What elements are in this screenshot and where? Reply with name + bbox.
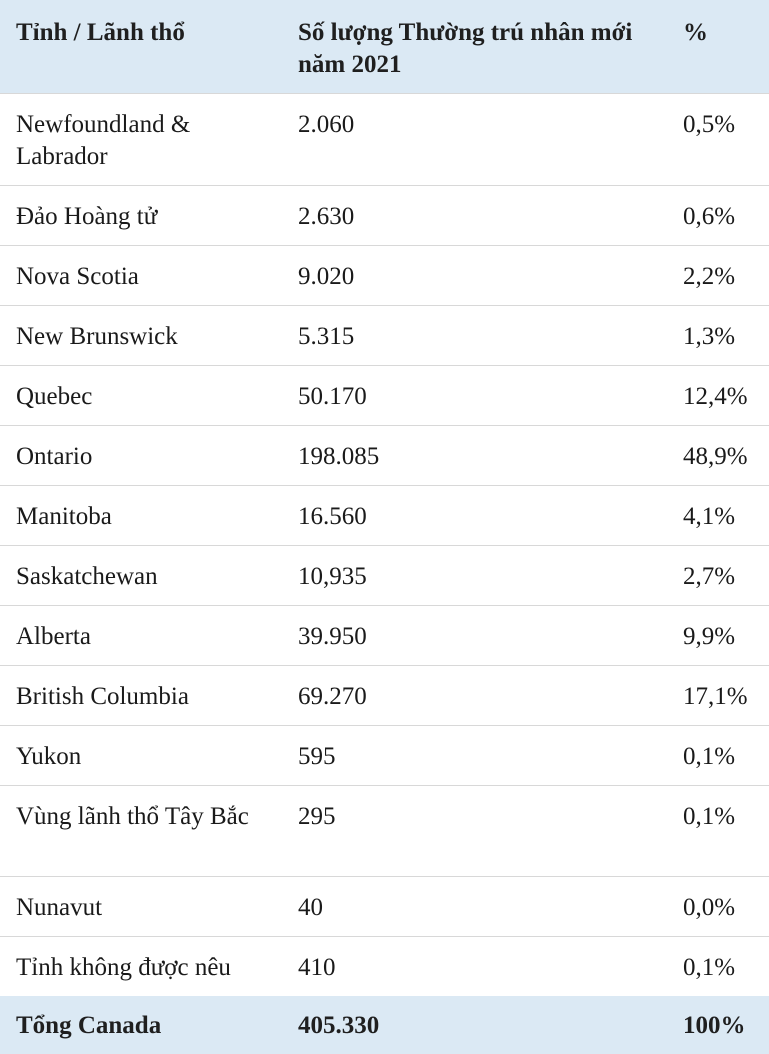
cell-percent: 0,5% <box>683 110 736 138</box>
table-row <box>0 305 769 365</box>
cell-province: Vùng lãnh thổ Tây Bắc <box>16 802 249 830</box>
cell-province: Yukon <box>16 742 82 770</box>
table-row <box>0 93 769 185</box>
cell-province: Quebec <box>16 382 93 410</box>
table-row <box>0 605 769 665</box>
cell-percent: 1,3% <box>683 322 736 350</box>
cell-count: 295 <box>298 802 336 830</box>
table-row <box>0 876 769 936</box>
cell-province: British Columbia <box>16 682 189 710</box>
cell-count: 40 <box>298 893 323 921</box>
table-row <box>0 485 769 545</box>
cell-count: 2.630 <box>298 202 355 230</box>
table-row <box>0 245 769 305</box>
cell-province: Ontario <box>16 442 93 470</box>
cell-province: Đảo Hoàng tử <box>16 202 158 230</box>
cell-count: 2.060 <box>298 110 355 138</box>
header-count: Số lượng Thường trú nhân mới năm 2021 <box>298 19 633 78</box>
table-row <box>0 365 769 425</box>
header-percent: % <box>683 19 708 46</box>
cell-count: 69.270 <box>298 682 367 710</box>
header-row <box>0 0 769 93</box>
cell-count: 10,935 <box>298 562 367 590</box>
cell-province: Tỉnh không được nêu <box>16 953 231 981</box>
header-province: Tỉnh / Lãnh thổ <box>16 19 185 46</box>
cell-province: Saskatchewan <box>16 562 158 590</box>
cell-count: 5.315 <box>298 322 355 350</box>
cell-province: Nova Scotia <box>16 262 139 290</box>
cell-province: New Brunswick <box>16 322 178 350</box>
cell-percent: 0,1% <box>683 802 736 830</box>
total-percent: 100% <box>683 1011 746 1039</box>
cell-count: 50.170 <box>298 382 367 410</box>
table-row <box>0 785 769 876</box>
cell-percent: 2,7% <box>683 562 736 590</box>
table-body <box>0 93 769 996</box>
cell-percent: 0,1% <box>683 742 736 770</box>
cell-province: Alberta <box>16 622 91 650</box>
cell-province: Nunavut <box>16 893 103 921</box>
cell-percent: 17,1% <box>683 682 748 710</box>
table-footer <box>0 996 769 1054</box>
cell-count: 198.085 <box>298 442 380 470</box>
table-row <box>0 185 769 245</box>
cell-count: 410 <box>298 953 336 981</box>
cell-province: Manitoba <box>16 502 112 530</box>
cell-province: Newfoundland & Labrador <box>16 110 191 170</box>
cell-percent: 4,1% <box>683 502 736 530</box>
cell-percent: 9,9% <box>683 622 736 650</box>
cell-count: 9.020 <box>298 262 355 290</box>
table-row <box>0 936 769 996</box>
total-count: 405.330 <box>298 1011 380 1039</box>
table-header <box>0 0 769 93</box>
cell-count: 39.950 <box>298 622 367 650</box>
total-row <box>0 996 769 1054</box>
cell-percent: 12,4% <box>683 382 748 410</box>
cell-percent: 0,0% <box>683 893 736 921</box>
cell-count: 16.560 <box>298 502 367 530</box>
cell-percent: 48,9% <box>683 442 748 470</box>
table-row <box>0 545 769 605</box>
cell-count: 595 <box>298 742 336 770</box>
table-row <box>0 725 769 785</box>
table-row <box>0 425 769 485</box>
cell-percent: 0,6% <box>683 202 736 230</box>
total-province: Tổng Canada <box>16 1011 162 1039</box>
cell-percent: 2,2% <box>683 262 736 290</box>
cell-percent: 0,1% <box>683 953 736 981</box>
table-row <box>0 665 769 725</box>
